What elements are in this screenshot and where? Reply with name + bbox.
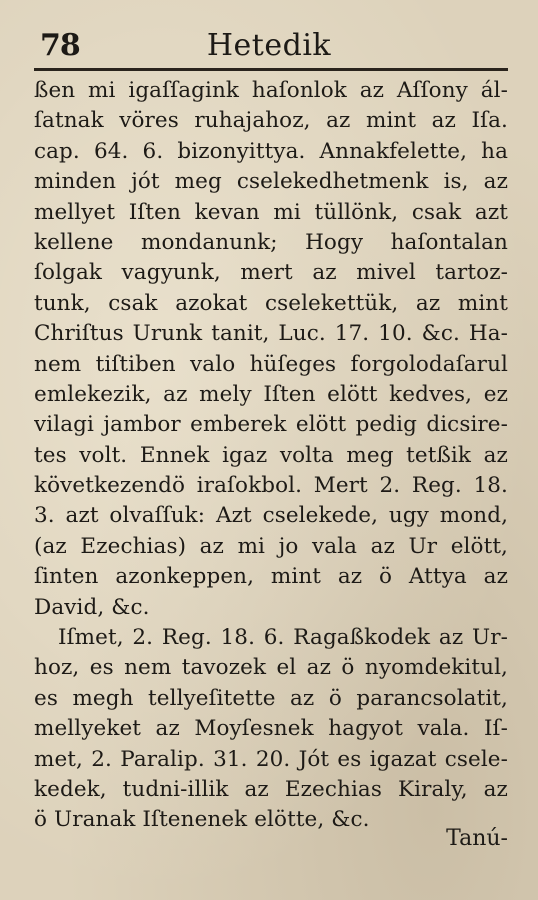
header-rule (34, 68, 508, 71)
text-line: ßen mi igaſſagink haſonlok az Aſſony ál- (34, 78, 508, 103)
text-line: mellyeket az Moyſesnek hagyot vala. Iſ- (34, 716, 508, 742)
catchword: Tanú- (446, 826, 508, 851)
text-line: következendö iraſokbol. Mert 2. Reg. 18. (34, 473, 508, 499)
text-line: ö Uranak Iſtenenek elötte, &c. (34, 807, 370, 833)
text-line: minden jót meg cselekedhetmenk is, az (34, 169, 508, 195)
text-line: tunk, csak azokat cselekettük, az mint (34, 290, 508, 316)
running-head: Hetedik (206, 28, 332, 63)
text-line: David, &c. (34, 594, 150, 620)
text-line: ſinten azonkeppen, mint az ö Attya az (34, 564, 508, 590)
text-line: kellene mondanunk; Hogy haſontalan (34, 229, 508, 255)
text-line: tes volt. Ennek igaz volta meg tetßik az (34, 442, 508, 468)
text-line: ſolgak vagyunk, mert az mivel tartoz- (34, 260, 508, 286)
page-header (34, 22, 504, 68)
text-line: emlekezik, az mely Iſten elött kedves, ez (34, 381, 508, 407)
text-line: Chriſtus Urunk tanit, Luc. 17. 10. &c. Ha- (34, 321, 508, 347)
text-line: ſatnak vöres ruhajahoz, az mint az Iſa. (34, 108, 508, 134)
text-line: (az Ezechias) az mi jo vala az Ur elött, (34, 533, 508, 559)
text-line: hoz, es nem tavozek el az ö nyomdekitul, (34, 655, 508, 681)
text-line: kedek, tudni-illik az Ezechias Kiraly, az (34, 776, 508, 802)
text-line: met, 2. Paralip. 31. 20. Jót es igazat csele- (34, 746, 508, 772)
text-line: Iſmet, 2. Reg. 18. 6. Ragaßkodek az Ur- (58, 625, 508, 651)
page-number: 78 (40, 28, 80, 63)
text-line: vilagi jambor emberek elött pedig dicsire- (34, 412, 508, 438)
text-line: cap. 64. 6. bizonyittya. Annakfelette, ha (34, 138, 508, 164)
text-line: mellyet Iſten kevan mi tüllönk, csak azt (34, 199, 508, 225)
text-line: nem tiſtiben valo hüſeges forgolodaſarul (34, 351, 508, 377)
body-text (34, 76, 508, 836)
text-line: 3. azt olvaſſuk: Azt cselekede, ugy mond, (34, 503, 508, 529)
text-line: es megh tellyeſitette az ö parancsolatit, (34, 685, 508, 711)
